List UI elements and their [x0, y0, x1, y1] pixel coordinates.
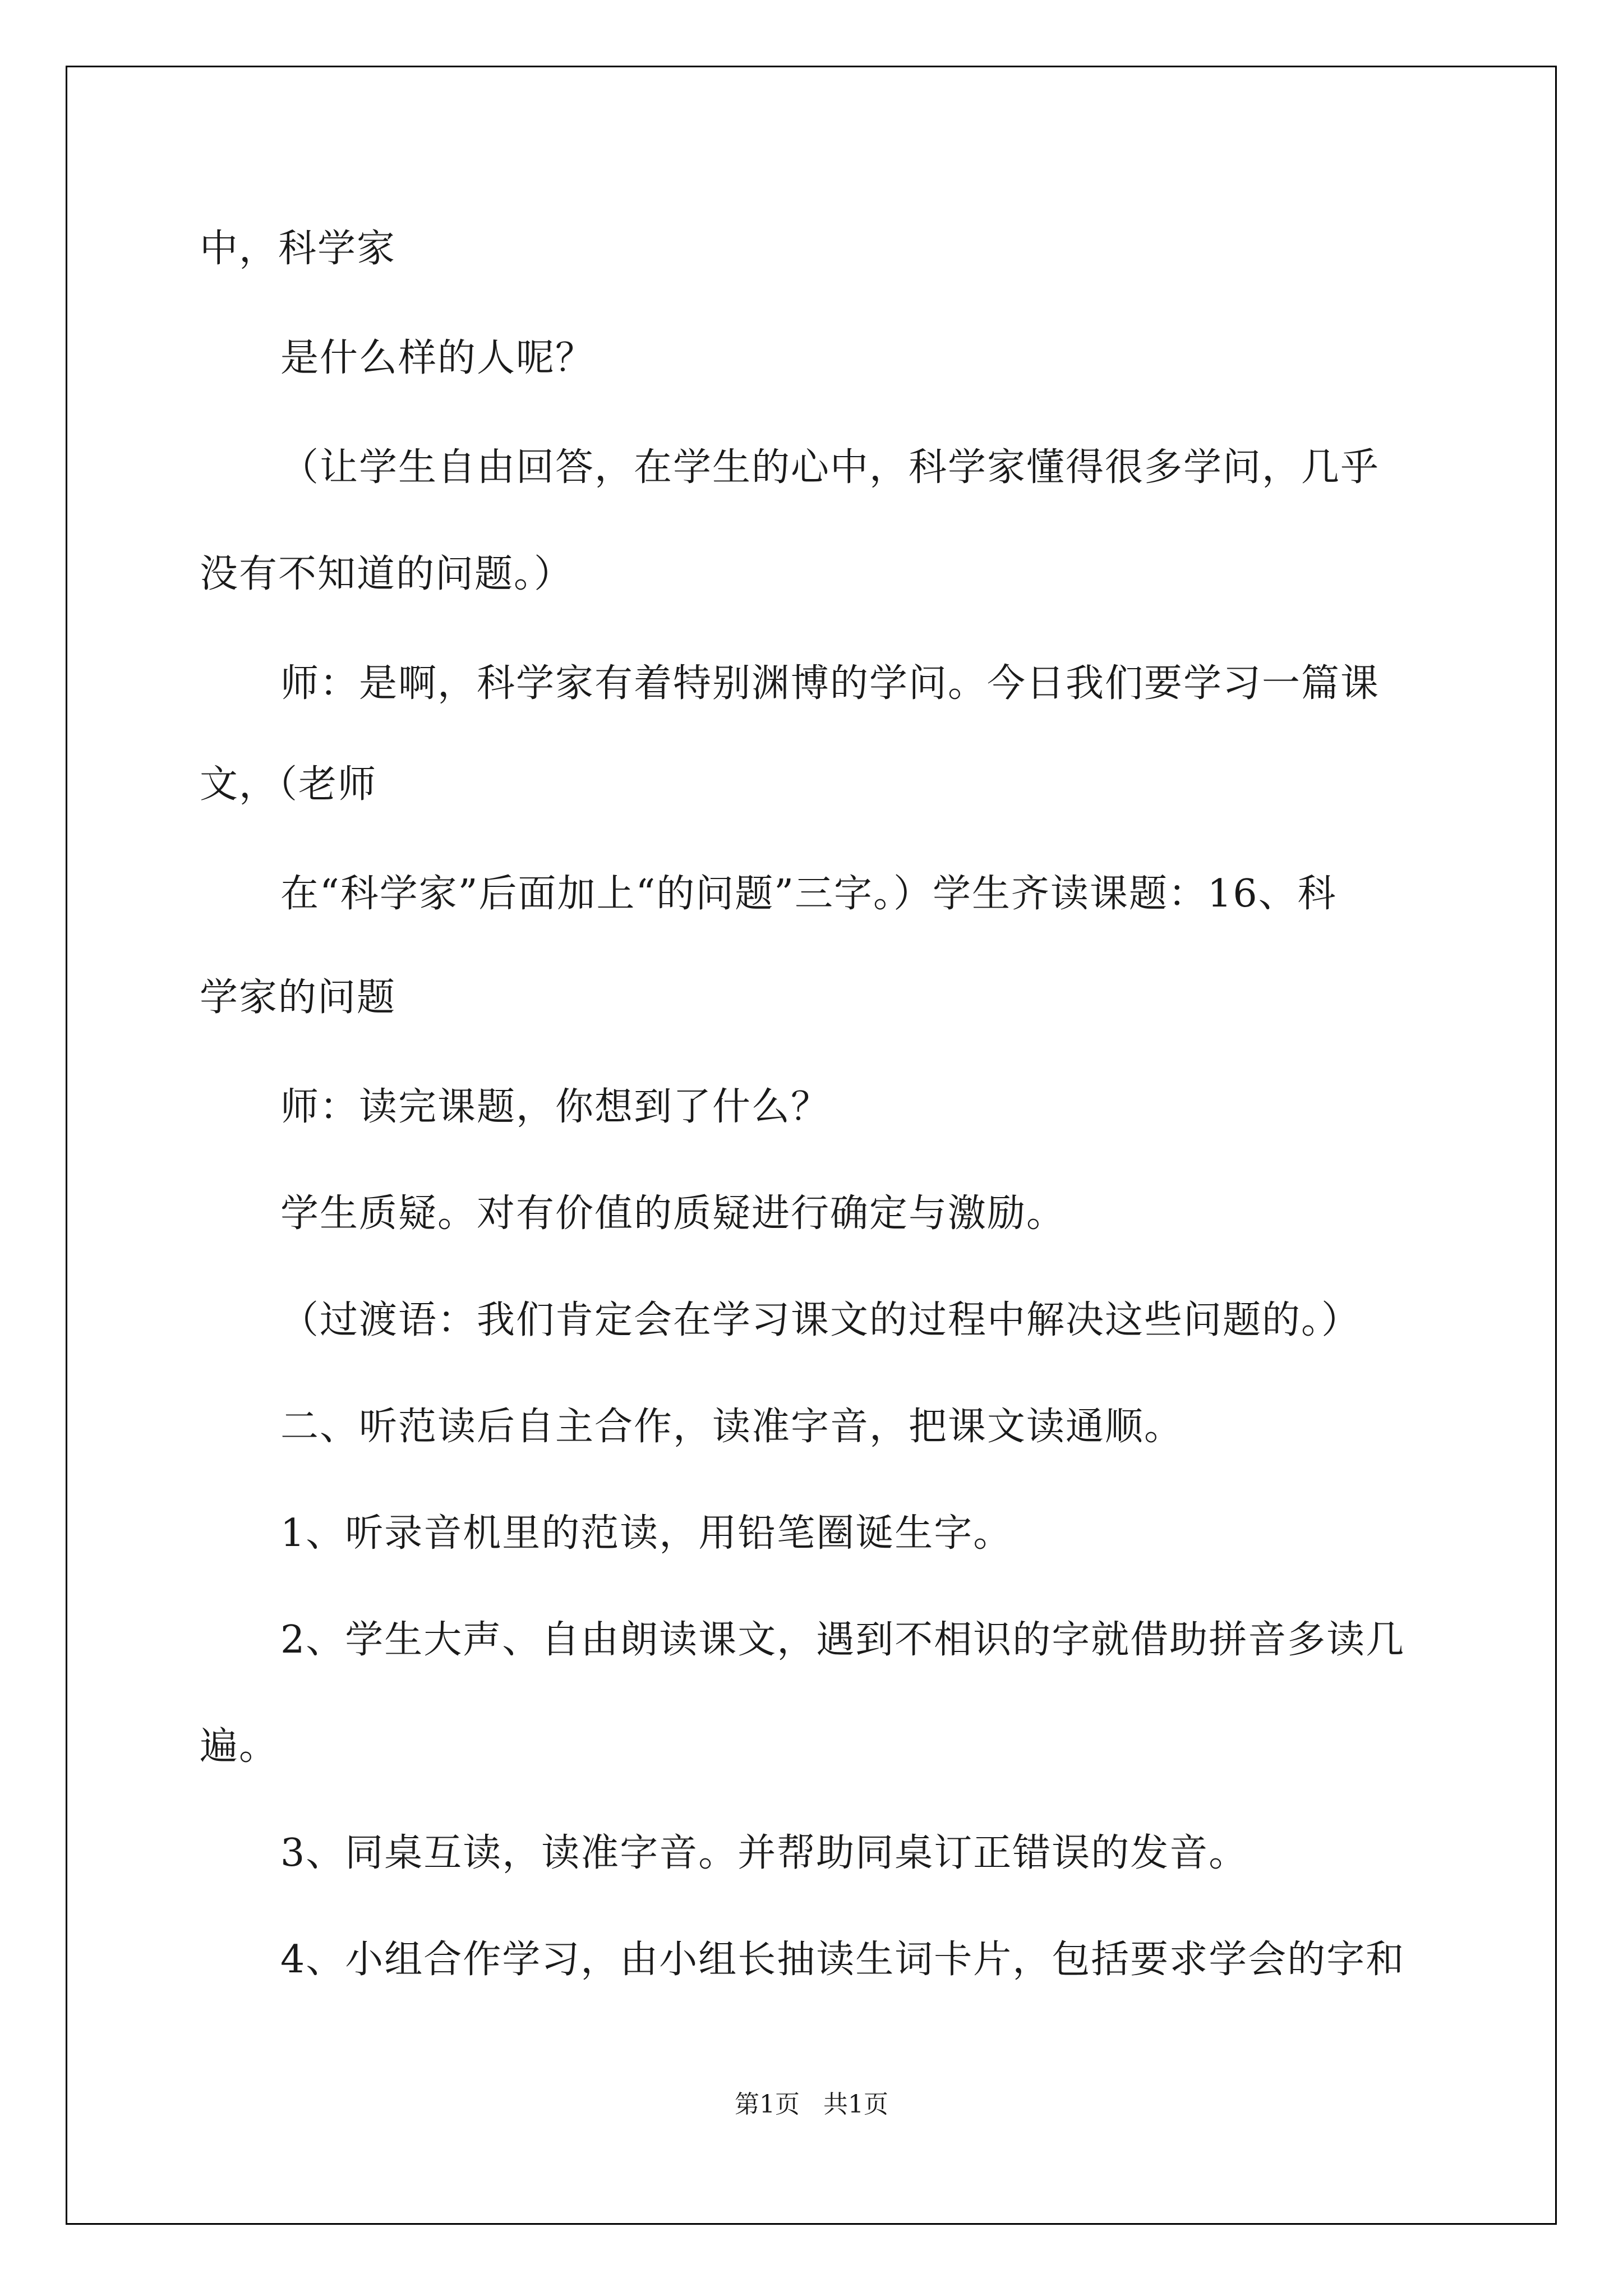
text-line: 1、听录音机里的范读，用铅笔圈诞生字。	[280, 1511, 1013, 1556]
text-line: （让学生自由回答，在学生的心中，科学家懂得很多学问，几乎	[280, 445, 1380, 490]
text-line: 师：读完课题，你想到了什么？	[280, 1085, 831, 1129]
text-line: 中，科学家	[200, 227, 396, 271]
text-line: 师：是啊，科学家有着特别渊博的学问。今日我们要学习一篇课	[280, 661, 1380, 706]
text-line: 学生质疑。对有价值的质疑进行确定与激励。	[280, 1191, 1066, 1236]
text-line: 在“科学家”后面加上“的问题”三字。）学生齐读课题：16、科	[280, 872, 1337, 916]
text-line: 4、小组合作学习，由小组长抽读生词卡片，包括要求学会的字和	[280, 1938, 1405, 1982]
text-line: 文，（老师	[200, 762, 377, 807]
text-line: 遍。	[200, 1724, 279, 1769]
text-line: （过渡语：我们肯定会在学习课文的过程中解决这些问题的。）	[280, 1298, 1361, 1342]
text-line: 是什么样的人呢？	[280, 336, 595, 380]
text-line: 学家的问题	[200, 976, 396, 1020]
page-footer: 第1页 共1页	[735, 2090, 888, 2119]
page-border	[66, 66, 1557, 2225]
text-line: 3、同桌互读，读准字音。并帮助同桌订正错误的发音。	[280, 1831, 1248, 1875]
text-line: 没有不知道的问题。）	[200, 552, 574, 596]
text-line: 2、学生大声、自由朗读课文，遇到不相识的字就借助拼音多读几	[280, 1618, 1405, 1662]
text-line: 二、听范读后自主合作，读准字音，把课文读通顺。	[280, 1405, 1184, 1449]
